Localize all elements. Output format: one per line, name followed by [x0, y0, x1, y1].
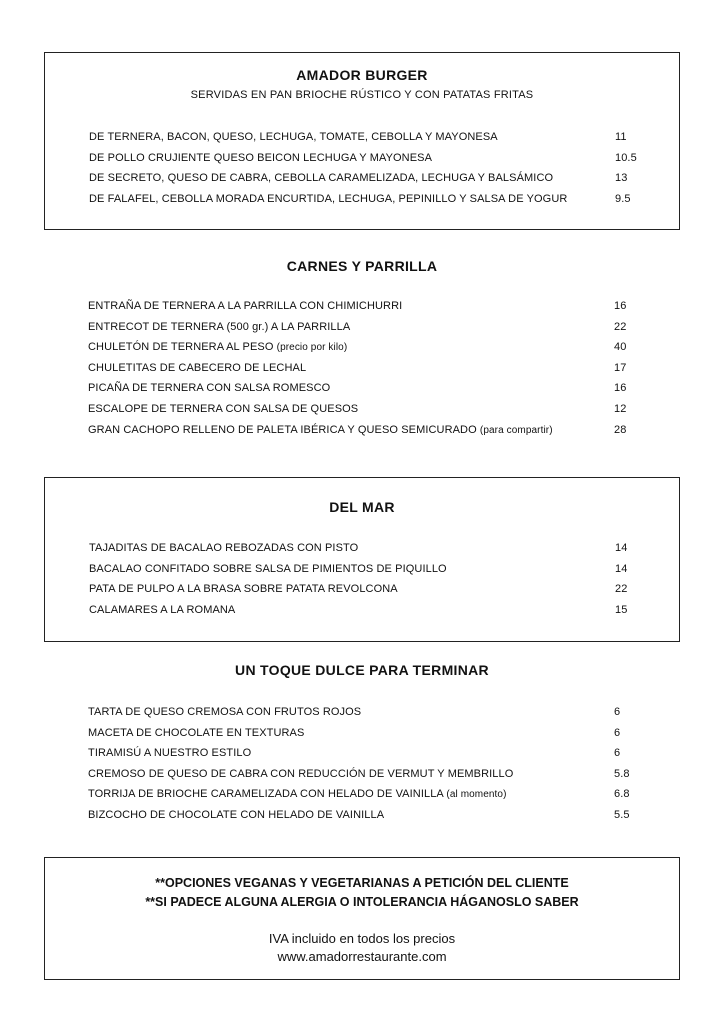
- item-name: PICAÑA DE TERNERA CON SALSA ROMESCO: [88, 382, 331, 395]
- item-name: GRAN CACHOPO RELLENO DE PALETA IBÉRICA Y QUESO SEMICURADO (para compartir): [88, 423, 553, 436]
- item-price: 12: [614, 402, 627, 415]
- item-name: TORRIJA DE BRIOCHE CARAMELIZADA CON HELADO DE VAINILLA (al momento): [88, 788, 507, 801]
- section-title: CARNES Y PARRILLA: [286, 258, 438, 274]
- item-name: CHULETITAS DE CABECERO DE LECHAL: [88, 361, 307, 374]
- item-name: CHULETÓN DE TERNERA AL PESO (precio por kilo): [88, 341, 348, 354]
- item-price: 9.5: [615, 192, 631, 205]
- item-price: 6: [614, 747, 621, 760]
- item-name: DE POLLO CRUJIENTE QUESO BEICON LECHUGA Y MAYONESA: [89, 151, 433, 164]
- item-note: (para compartir): [479, 424, 553, 436]
- section-subtitle: SERVIDAS EN PAN BRIOCHE RÚSTICO Y CON PATATAS FRITAS: [190, 89, 534, 101]
- item-price: 11: [615, 131, 627, 143]
- item-price: 22: [615, 583, 628, 596]
- menu-items: [44, 702, 680, 826]
- item-price: 17: [614, 361, 627, 374]
- menu-item: [45, 559, 679, 580]
- section-carnes-y-parrilla: [44, 258, 680, 448]
- menu-item: [44, 805, 680, 826]
- menu-item: [44, 420, 680, 441]
- menu-item: [45, 189, 679, 210]
- item-price: 6: [614, 726, 621, 739]
- vegan-options-notice: **OPCIONES VEGANAS Y VEGETARIANAS A PETICIÓN DEL CLIENTE: [155, 876, 569, 890]
- allergy-notice: **SI PADECE ALGUNA ALERGIA O INTOLERANCIA HÁGANOSLO SABER: [145, 895, 579, 909]
- item-name: MACETA DE CHOCOLATE EN TEXTURAS: [88, 726, 305, 739]
- menu-item: [44, 702, 680, 723]
- item-price: 15: [615, 603, 628, 616]
- item-price: 5.8: [614, 767, 630, 780]
- section-title: DEL MAR: [329, 499, 395, 515]
- menu-item: [45, 127, 679, 148]
- item-price: 13: [615, 172, 628, 185]
- section-postres: [44, 662, 680, 832]
- item-name: TIRAMISÚ A NUESTRO ESTILO: [88, 747, 252, 760]
- item-name: DE TERNERA, BACON, QUESO, LECHUGA, TOMATE, CEBOLLA Y MAYONESA: [89, 131, 498, 143]
- menu-item: [44, 723, 680, 744]
- section-title: UN TOQUE DULCE PARA TERMINAR: [235, 662, 489, 678]
- menu-item: [44, 337, 680, 358]
- item-price: 6.8: [614, 788, 630, 801]
- item-note: (al momento): [446, 789, 507, 801]
- item-name: ENTRECOT DE TERNERA (500 gr.) A LA PARRILLA: [88, 320, 351, 333]
- menu-items: [44, 296, 680, 440]
- item-price: 14: [615, 542, 628, 554]
- menu-item: [45, 579, 679, 600]
- item-price: 10.5: [615, 151, 637, 164]
- section-title: AMADOR BURGER: [296, 67, 428, 83]
- item-price: 6: [614, 706, 621, 718]
- menu-items: [45, 538, 679, 620]
- item-name: ESCALOPE DE TERNERA CON SALSA DE QUESOS: [88, 402, 359, 415]
- menu-items: [45, 127, 679, 209]
- item-name: CALAMARES A LA ROMANA: [89, 603, 236, 616]
- menu-item: [45, 538, 679, 559]
- item-name: PATA DE PULPO A LA BRASA SOBRE PATATA REVOLCONA: [89, 583, 398, 596]
- item-price: 14: [615, 562, 628, 575]
- item-price: 16: [614, 382, 627, 395]
- item-price: 40: [614, 341, 627, 354]
- menu-item: [44, 399, 680, 420]
- iva-notice: IVA incluido en todos los precios: [268, 931, 456, 946]
- item-name: DE SECRETO, QUESO DE CABRA, CEBOLLA CARAMELIZADA, LECHUGA Y BALSÁMICO: [89, 172, 554, 185]
- item-name: BACALAO CONFITADO SOBRE SALSA DE PIMIENTOS DE PIQUILLO: [89, 562, 447, 575]
- menu-item: [44, 296, 680, 317]
- item-name: ENTRAÑA DE TERNERA A LA PARRILLA CON CHIMICHURRI: [88, 300, 403, 312]
- item-name: TAJADITAS DE BACALAO REBOZADAS CON PISTO: [89, 542, 359, 554]
- menu-item: [44, 764, 680, 785]
- section-del-mar: [44, 477, 680, 642]
- item-price: 5.5: [614, 808, 630, 821]
- item-name: BIZCOCHO DE CHOCOLATE CON HELADO DE VAINILLA: [88, 808, 385, 821]
- footer-notice: [44, 857, 680, 980]
- menu-item: [44, 358, 680, 379]
- menu-item: [45, 168, 679, 189]
- website-link[interactable]: www.amadorrestaurante.com: [277, 949, 447, 964]
- menu-item: [44, 784, 680, 805]
- item-price: 22: [614, 320, 627, 333]
- menu-item: [44, 378, 680, 399]
- item-name: DE FALAFEL, CEBOLLA MORADA ENCURTIDA, LECHUGA, PEPINILLO Y SALSA DE YOGUR: [89, 192, 568, 205]
- item-name: CREMOSO DE QUESO DE CABRA CON REDUCCIÓN DE VERMUT Y MEMBRILLO: [88, 767, 514, 780]
- menu-item: [45, 600, 679, 621]
- section-amador-burger: [44, 52, 680, 230]
- item-note: (precio por kilo): [276, 342, 348, 354]
- item-name: TARTA DE QUESO CREMOSA CON FRUTOS ROJOS: [88, 706, 362, 718]
- item-price: 16: [614, 300, 627, 312]
- menu-item: [45, 148, 679, 169]
- menu-item: [44, 317, 680, 338]
- menu-item: [44, 743, 680, 764]
- item-price: 28: [614, 423, 627, 436]
